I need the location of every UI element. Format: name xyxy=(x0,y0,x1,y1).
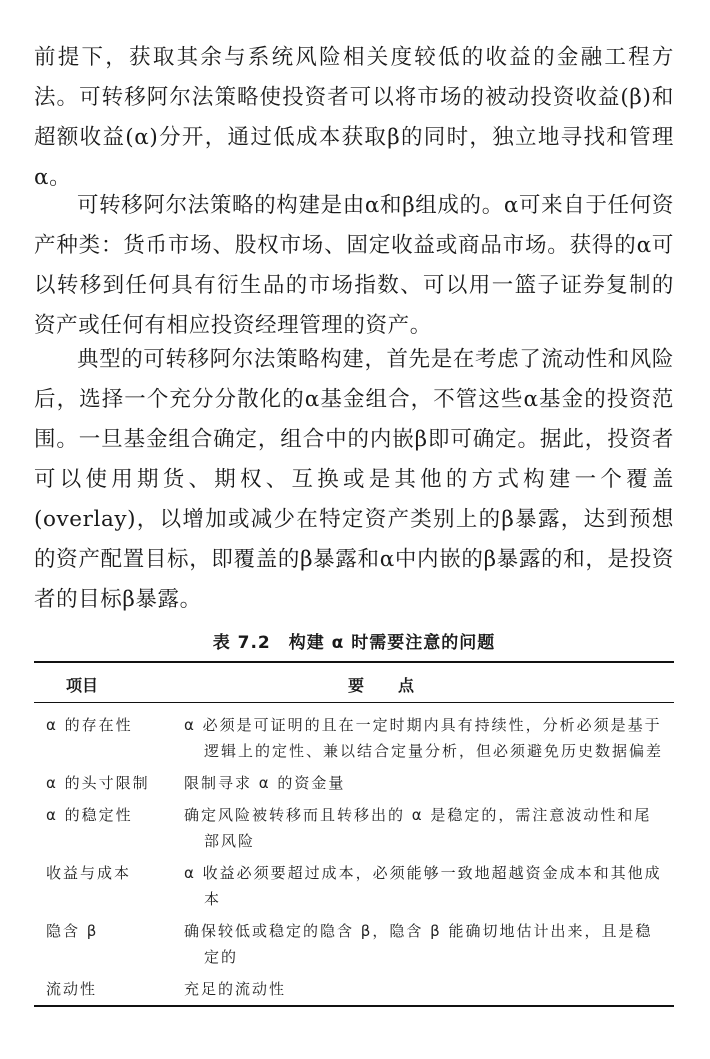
row-points: 确定风险被转移而且转移出的 α 是稳定的，需注意波动性和尾部风险 xyxy=(184,806,652,850)
paragraph-2: 可转移阿尔法策略的构建是由α和β组成的。α可来自于任何资产种类：货币市场、股权市场、固定收益或商品市场。获得的α可以转移到任何具有衍生品的市场指数、可以用一篮子证券复制的资产或任何有相应投资经理管理的资产。 xyxy=(34,193,674,338)
table-row xyxy=(34,802,674,854)
paragraph-3: 典型的可转移阿尔法策略构建，首先是在考虑了流动性和风险后，选择一个充分分散化的α基金组合，不管这些α基金的投资范围。一旦基金组合确定，组合中的内嵌β即可确定。据此，投资者可以使用期货、期权、互换或是其他的方式构建一个覆盖(overlay)，以增加或减少在特定资产类别上的β暴露，达到预想的资产配置目标，即覆盖的β暴露和α中内嵌的β暴露的和，是投资者的目标β暴露。 xyxy=(34,347,674,612)
row-points: α 收益必须要超过成本，必须能够一致地超越资金成本和其他成本 xyxy=(184,864,662,908)
table-header xyxy=(34,670,674,698)
row-item: 隐含 β xyxy=(46,922,99,940)
table-row xyxy=(34,918,674,970)
row-item: α 的头寸限制 xyxy=(46,774,150,792)
table-bottom-rule xyxy=(34,1005,674,1007)
row-item: 流动性 xyxy=(46,980,98,998)
table-row xyxy=(34,712,674,764)
table-row xyxy=(34,860,674,912)
row-points: 充足的流动性 xyxy=(184,980,287,998)
paragraph-1: 前提下，获取其余与系统风险相关度较低的收益的金融工程方法。可转移阿尔法策略使投资者可以将市场的被动投资收益(β)和超额收益(α)分开，通过低成本获取β的同时，独立地寻找和管理α。 xyxy=(34,45,674,190)
table-caption: 表 7.2 构建 α 时需要注意的问题 xyxy=(212,633,496,653)
row-points: 限制寻求 α 的资金量 xyxy=(184,774,346,792)
row-points: 确保较低或稳定的隐含 β，隐含 β 能确切地估计出来，且是稳定的 xyxy=(184,922,653,966)
table-header-rule xyxy=(34,702,674,703)
table-top-rule xyxy=(34,661,674,663)
row-item: 收益与成本 xyxy=(46,864,132,882)
header-points: 要点 xyxy=(348,676,449,695)
table-row xyxy=(34,770,674,796)
row-item: α 的存在性 xyxy=(46,716,133,734)
row-points: α 必须是可证明的且在一定时期内具有持续性，分析必须是基于逻辑上的定性、兼以结合定量分析，但必须避免历史数据偏差 xyxy=(184,716,664,760)
table-row xyxy=(34,976,674,1002)
table-body xyxy=(34,712,674,1002)
row-item: α 的稳定性 xyxy=(46,806,133,824)
header-item: 项目 xyxy=(66,676,99,695)
